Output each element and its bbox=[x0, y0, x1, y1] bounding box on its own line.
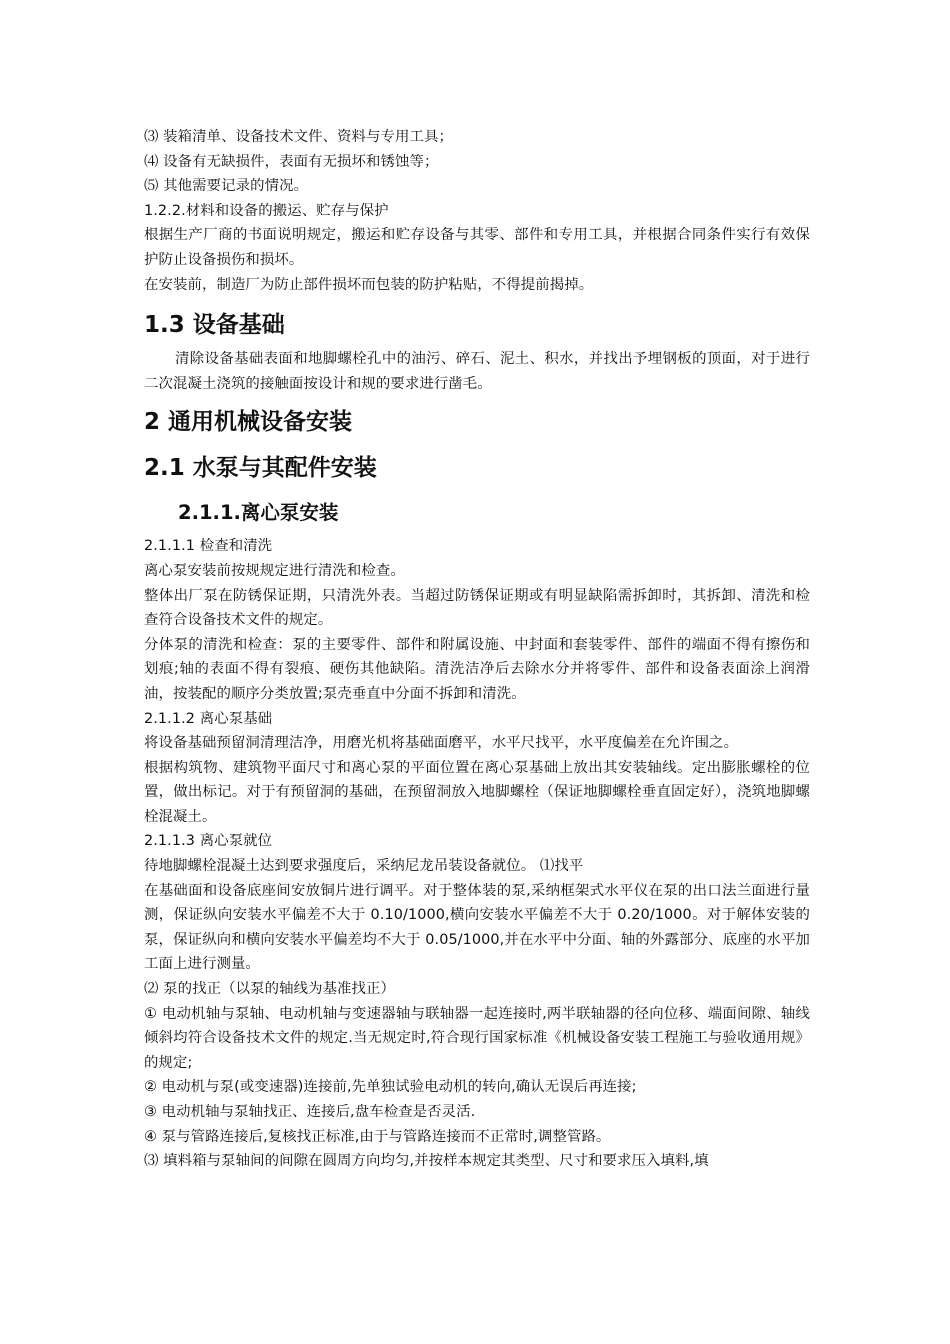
document-page bbox=[144, 125, 810, 1174]
heading-1-3: 1.3 设备基础 bbox=[144, 312, 285, 339]
heading-2-1: 2.1 水泵与其配件安装 bbox=[144, 455, 377, 482]
subsection-title: 2.1.1.1 检查和清洗 bbox=[144, 538, 273, 555]
paragraph: 整体出厂泵在防锈保证期，只清洗外表。当超过防锈保证期或有明显缺陷需拆卸时，其拆卸、清洗和检查符合设备技术文件的规定。 bbox=[144, 587, 810, 629]
paragraph: 分体泵的清洗和检查：泵的主要零件、部件和附属设施、中封面和套装零件、部件的端面不得有擦伤和划痕;轴的表面不得有裂痕、硬伤其他缺陷。清洗洁净后去除水分并将零件、部件和设备表面涂上润滑油，按装配的顺序分类放置;泵壳垂直中分面不拆卸和清洗。 bbox=[144, 636, 810, 702]
list-item: ③ 电动机轴与泵轴找正、连接后,盘车检查是否灵活. bbox=[144, 1104, 476, 1120]
list-item: ⑶ 装箱清单、设备技术文件、资料与专用工具； bbox=[144, 129, 453, 145]
list-item: ④ 泵与管路连接后,复核找正标准,由于与管路连接而不正常时,调整管路。 bbox=[144, 1128, 611, 1145]
list-item: ⑶ 填料箱与泵轴间的间隙在圆周方向均匀,并按样本规定其类型、尺寸和要求压入填料,填 bbox=[144, 1153, 709, 1170]
paragraph: 待地脚螺栓混凝土达到要求强度后，采纳尼龙吊装设备就位。 ⑴找平 bbox=[144, 858, 584, 875]
paragraph: 根据生产厂商的书面说明规定，搬运和贮存设备与其零、部件和专用工具，并根据合同条件实行有效保护防止设备损伤和损坏。 bbox=[144, 227, 810, 268]
paragraph: 清除设备基础表面和地脚螺栓孔中的油污、碎石、泥土、积水，并找出予埋钢板的顶面，对于进行二次混凝土浇筑的接触面按设计和规的要求进行凿毛。 bbox=[144, 351, 810, 392]
heading-2-1-1: 2.1.1.离心泵安装 bbox=[178, 501, 339, 525]
subsection-title: 1.2.2.材料和设备的搬运、贮存与保护 bbox=[144, 202, 389, 219]
paragraph: 将设备基础预留洞清理洁净，用磨光机将基础面磨平，水平尺找平，水平度偏差在允许围之。 bbox=[144, 735, 739, 752]
paragraph: 在基础面和设备底座间安放铜片进行调平。对于整体装的泵,采纳框架式水平仪在泵的出口法兰面进行量测，保证纵向安装水平偏差不大于 0.10/1000,横向安装水平偏差不大于 0.20/1000。对于解体安装的泵，保证纵向和横向安装水平偏差均不大于 0.05/1000,并在水平中分面、轴的外露部分、底座的水平加工面上进行测量。 bbox=[144, 882, 810, 973]
paragraph: 离心泵安装前按规规定进行清洗和检查。 bbox=[144, 562, 405, 579]
list-item: ⑵ 泵的找正（以泵的轴线为基准找正） bbox=[144, 981, 396, 998]
subsection-title: 2.1.1.2 离心泵基础 bbox=[144, 710, 273, 727]
heading-2: 2 通用机械设备安装 bbox=[144, 409, 353, 436]
list-item: ⑷ 设备有无缺损件，表面有无损坏和锈蚀等； bbox=[144, 153, 439, 170]
subsection-title: 2.1.1.3 离心泵就位 bbox=[144, 833, 273, 850]
paragraph: 根据构筑物、建筑物平面尺寸和离心泵的平面位置在离心泵基础上放出其安装轴线。定出膨胀螺栓的位置，做出标记。对于有预留洞的基础，在预留洞放入地脚螺栓（保证地脚螺栓垂直固定好），浇筑地脚螺栓混凝土。 bbox=[144, 759, 810, 825]
list-item: ⑸ 其他需要记录的情况。 bbox=[144, 178, 309, 195]
list-item: ② 电动机与泵(或变速器)连接前,先单独试验电动机的转向,确认无误后再连接; bbox=[144, 1079, 637, 1096]
list-item: ① 电动机轴与泵轴、电动机轴与变速器轴与联轴器一起连接时,两半联轴器的径向位移、端面间隙、轴线倾斜均符合设备技术文件的规定.当无规定时,符合现行国家标准《机械设备安装工程施工与验收通用规》的规定; bbox=[144, 1005, 810, 1071]
paragraph: 在安装前，制造厂为防止部件损坏而包装的防护粘贴，不得提前揭掉。 bbox=[144, 276, 594, 293]
